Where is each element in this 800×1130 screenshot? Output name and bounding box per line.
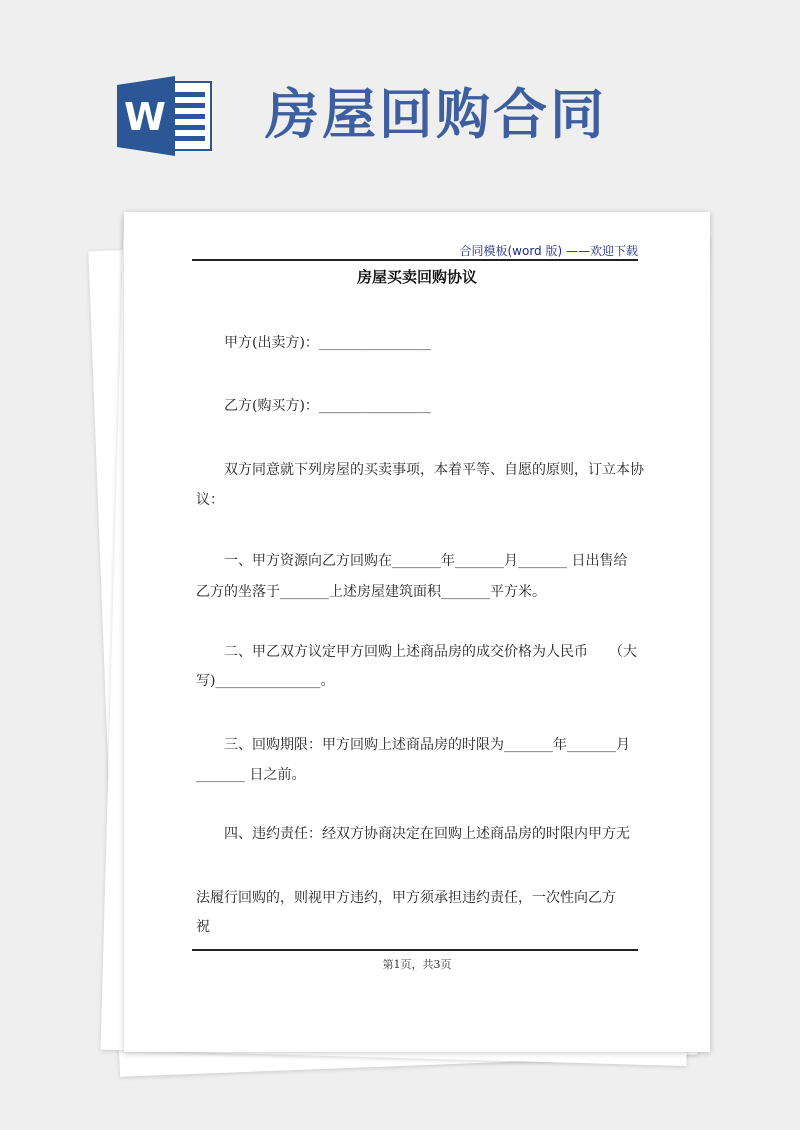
clause-2-line: 二、甲乙双方议定甲方回购上述商品房的成交价格为人民币 （大: [224, 644, 637, 660]
party-a-line: 甲方(出卖方)：________________: [224, 335, 431, 351]
page-number: 第1页，共3页: [382, 958, 452, 971]
document-header-link[interactable]: 合同模板(word 版) ——欢迎下载: [459, 244, 638, 258]
clause-2-line: 写)_______________。: [196, 673, 335, 689]
header-rule: [192, 259, 638, 261]
clause-4-line: 法履行回购的，则视甲方违约，甲方须承担违约责任，一次性向乙方: [196, 890, 616, 906]
clause-3-line: _______ 日之前。: [196, 767, 306, 783]
clause-1-line: 乙方的坐落于_______上述房屋建筑面积_______平方米。: [196, 584, 546, 600]
document-title: 房屋买卖回购协议: [356, 268, 477, 286]
word-logo-icon: [117, 76, 215, 156]
clause-1-line: 一、甲方资源向乙方回购在_______年_______月_______ 日出售给: [224, 553, 628, 569]
preamble-line: 双方同意就下列房屋的买卖事项，本着平等、自愿的原则，订立本协: [224, 462, 644, 478]
word-logo-letter: W: [124, 95, 166, 139]
clause-4-line: 祝: [196, 919, 210, 935]
clause-3-line: 三、回购期限：甲方回购上述商品房的时限为_______年_______月: [224, 737, 630, 753]
banner-title: 房屋回购合同: [265, 83, 607, 146]
document-page: [124, 212, 710, 1052]
clause-4-line: 四、违约责任：经双方协商决定在回购上述商品房的时限内甲方无: [224, 826, 630, 842]
preamble-line: 议：: [196, 492, 224, 508]
footer-rule: [192, 949, 638, 951]
party-b-line: 乙方(购买方)：________________: [224, 398, 431, 414]
